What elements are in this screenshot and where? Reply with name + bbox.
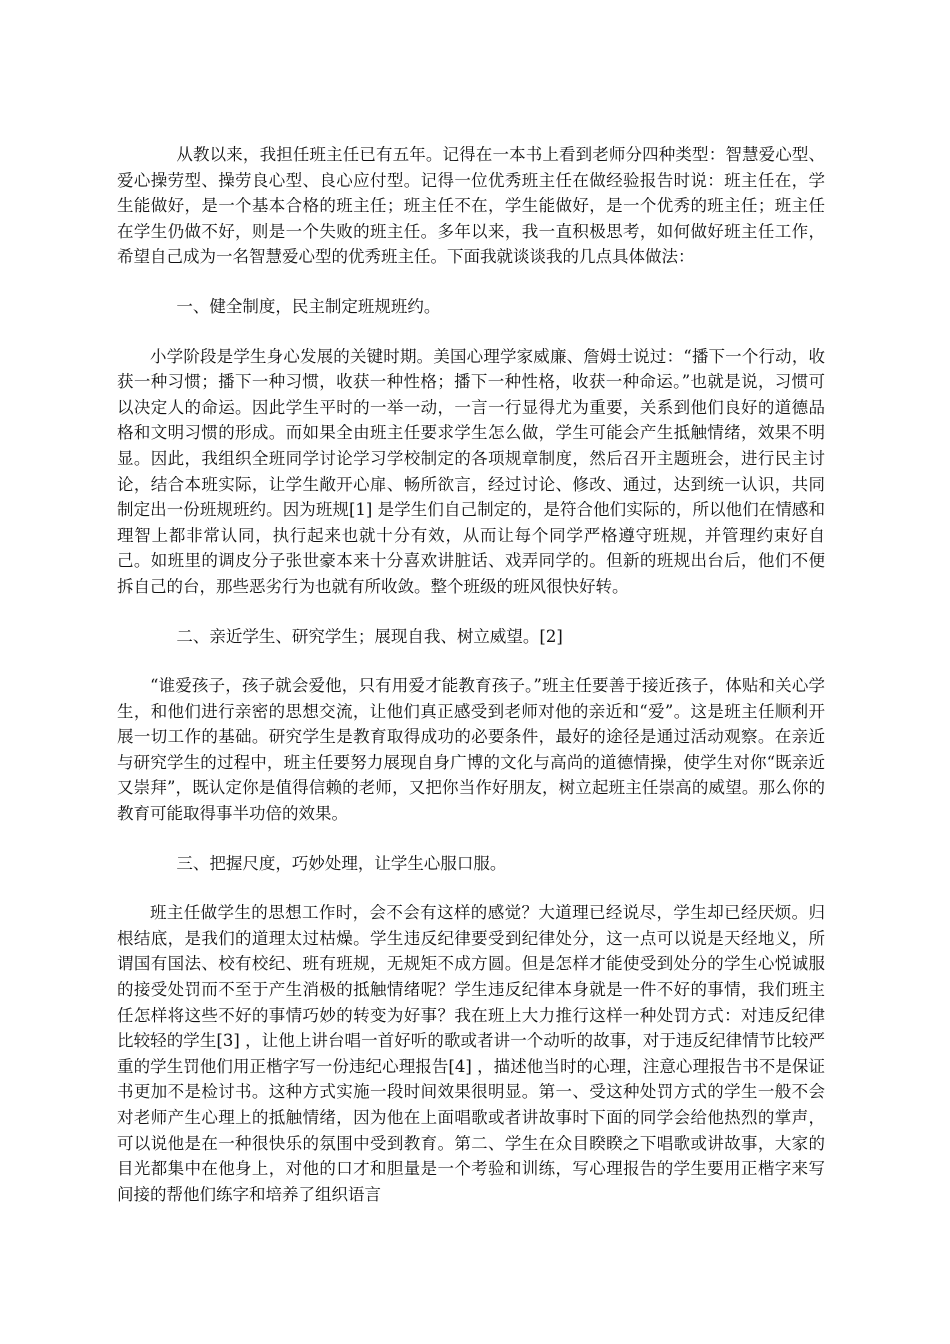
section-1-paragraph: 小学阶段是学生身心发展的关键时期。美国心理学家威廉、詹姆士说过：“播下一个行动，收获一种习惯；播下一种习惯，收获一种性格；播下一种性格，收获一种命运。”也就是说，习惯可以决定人的命运。因此学生平时的一举一动，一言一行显得尤为重要，关系到他们良好的道德品格和文明习惯的形成。而如果全由班主任要求学生怎么做，学生可能会产生抵触情绪，效果不明显。因此，我组织全班同学讨论学习学校制定的各项规章制度，然后召开主题班会，进行民主讨论，结合本班实际，让学生敞开心扉、畅所欲言，经过讨论、修改、通过，达到统一认识，共同制定出一份班规班约。因为班规[1] 是学生们自己制定的，是符合他们实际的，所以他们在情感和理智上都非常认同，执行起来也就十分有效，从而让每个同学严格遵守班规，并管理约束好自己。如班里的调皮分子张世豪本来十分喜欢讲脏话、戏弄同学的。但新的班规出台后，他们不便拆自己的台，那些恶劣行为也就有所收敛。整个班级的班风很快好转。 xyxy=(117,346,825,596)
section-heading-3: 三、把握尺度，巧妙处理，让学生心服口服。 xyxy=(176,853,507,873)
section-3-paragraph: 班主任做学生的思想工作时，会不会有这样的感觉？大道理已经说尽，学生却已经厌烦。归根结底，是我们的道理太过枯燥。学生违反纪律要受到纪律处分，这一点可以说是天经地义，所谓国有国法、校有校纪、班有班规，无规矩不成方圆。但是怎样才能使受到处分的学生心悦诚服的接受处罚而不至于产生消极的抵触情绪呢？学生违反纪律本身就是一件不好的事情，我们班主任怎样将这些不好的事情巧妙的转变为好事？我在班上大力推行这样一种处罚方式：对违反纪律比较轻的学生[3] ，让他上讲台唱一首好听的歌或者讲一个动听的故事，对于违反纪律情节比较严重的学生罚他们用正楷字写一份违纪心理报告[4] ，描述他当时的心理，注意心理报告书不是保证书更加不是检讨书。这种方式实施一段时间效果很明显。第一、受这种处罚方式的学生一般不会对老师产生心理上的抵触情绪，因为他在上面唱歌或者讲故事时下面的同学会给他热烈的掌声，可以说他是在一种很快乐的氛围中受到教育。第二、学生在众目睽睽之下唱歌或讲故事，大家的目光都集中在他身上，对他的口才和胆量是一个考验和训练，写心理报告的学生要用正楷字来写间接的帮他们练字和培养了组织语言 xyxy=(117,903,825,1204)
section-heading-1: 一、健全制度，民主制定班规班约。 xyxy=(176,296,441,316)
intro-paragraph: 从教以来，我担任班主任已有五年。记得在一本书上看到老师分四种类型：智慧爱心型、爱心操劳型、操劳良心型、良心应付型。记得一位优秀班主任在做经验报告时说：班主任在，学生能做好，是一个基本合格的班主任；班主任不在，学生能做好，是一个优秀的班主任；班主任在学生仍做不好，则是一个失败的班主任。多年以来，我一直积极思考，如何做好班主任工作，希望自己成为一名智慧爱心型的优秀班主任。下面我就谈谈我的几点具体做法： xyxy=(117,145,825,267)
section-2-paragraph: “谁爱孩子，孩子就会爱他，只有用爱才能教育孩子。”班主任要善于接近孩子，体贴和关心学生，和他们进行亲密的思想交流，让他们真正感受到老师对他的亲近和“爱”。这是班主任顺利开展一切工作的基础。研究学生是教育取得成功的必要条件，最好的途径是通过活动观察。在亲近与研究学生的过程中，班主任要努力展现自身广博的文化与高尚的道德情操，使学生对你“既亲近又崇拜”，既认定你是值得信赖的老师，又把你当作好朋友，树立起班主任崇高的威望。那么你的教育可能取得事半功倍的效果。 xyxy=(117,676,825,824)
document-page xyxy=(117,142,825,1207)
section-heading-2: 二、亲近学生、研究学生；展现自我、树立威望。[2] xyxy=(176,626,563,646)
